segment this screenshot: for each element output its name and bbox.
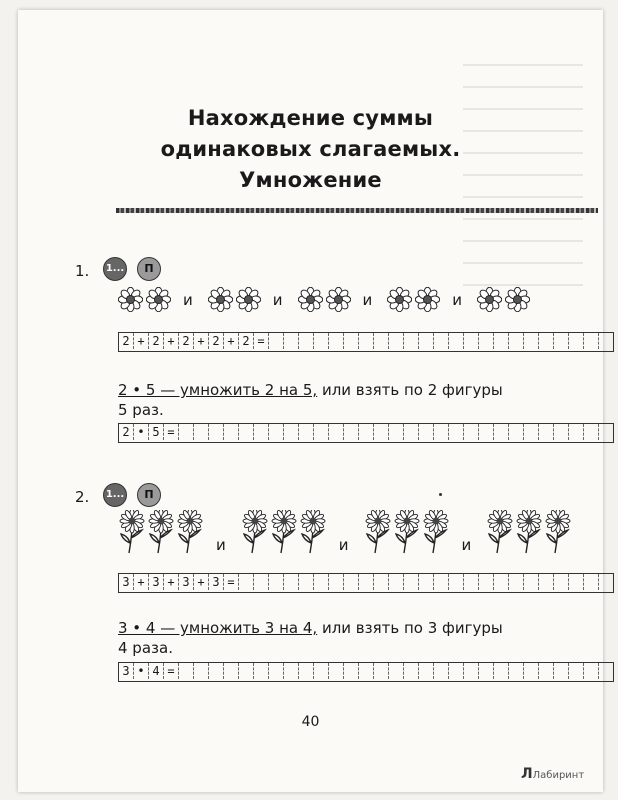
answer-cell[interactable] [389, 663, 404, 679]
answer-cell[interactable] [224, 424, 239, 440]
flower-group [364, 510, 450, 554]
answer-cell[interactable] [464, 333, 479, 349]
answer-cell[interactable] [464, 574, 479, 590]
title-line-1: Нахождение суммы [187, 106, 434, 130]
exercise-1-answer-cells[interactable] [118, 332, 614, 352]
answer-cell[interactable]: + [134, 574, 149, 590]
answer-cell[interactable] [509, 574, 524, 590]
answer-cell[interactable] [329, 424, 344, 440]
answer-cell[interactable] [284, 424, 299, 440]
flower-group [118, 510, 204, 554]
answer-cell[interactable]: 2 [149, 333, 164, 349]
answer-cell[interactable] [254, 424, 269, 440]
daisy-icon [241, 510, 269, 554]
answer-cell[interactable]: 5 [149, 424, 164, 440]
title-line-2: одинаковых слагаемых. [160, 137, 461, 161]
answer-cell[interactable] [434, 333, 449, 349]
answer-cell[interactable] [479, 663, 494, 679]
answer-cell[interactable] [329, 574, 344, 590]
answer-cell[interactable]: + [224, 333, 239, 349]
answer-cell[interactable] [524, 424, 539, 440]
answer-cell[interactable] [374, 663, 389, 679]
answer-cell[interactable] [419, 574, 434, 590]
exercise-2-answer2-cells[interactable] [118, 662, 614, 682]
answer-cell[interactable] [584, 424, 599, 440]
watermark-text: Лабиринт [532, 770, 585, 781]
answer-cell[interactable] [194, 663, 209, 679]
exercise-1-number: 1. [75, 262, 90, 280]
answer-cell[interactable]: 2 [119, 424, 134, 440]
answer-cell[interactable] [314, 424, 329, 440]
answer-cell[interactable] [599, 424, 613, 440]
exercise-2-answer-cells[interactable] [118, 573, 614, 593]
answer-cell[interactable]: 3 [179, 574, 194, 590]
daisy-icon [422, 510, 450, 554]
answer-cell[interactable] [509, 424, 524, 440]
flower-group [486, 510, 572, 554]
answer-cell[interactable]: 3 [209, 574, 224, 590]
labirint-watermark: ЛЛабиринт [521, 766, 585, 782]
answer-cell[interactable] [299, 424, 314, 440]
stray-dot [439, 493, 442, 496]
answer-cell[interactable]: 2 [119, 333, 134, 349]
answer-cell[interactable] [239, 574, 254, 590]
exercise-1-rest: или взять по 2 фигуры [317, 381, 503, 399]
flower-group [241, 510, 327, 554]
exercise-1-level-icon: 1... [103, 257, 127, 281]
answer-cell[interactable] [209, 424, 224, 440]
answer-cell[interactable] [299, 663, 314, 679]
answer-cell[interactable] [179, 663, 194, 679]
daisy-icon [393, 510, 421, 554]
answer-cell[interactable] [374, 424, 389, 440]
answer-cell[interactable] [299, 574, 314, 590]
answer-cell[interactable] [359, 663, 374, 679]
answer-cell[interactable] [284, 333, 299, 349]
answer-cell[interactable] [224, 663, 239, 679]
daisy-icon [118, 510, 146, 554]
answer-cell[interactable]: + [194, 574, 209, 590]
answer-cell[interactable] [464, 663, 479, 679]
answer-cell[interactable] [314, 333, 329, 349]
answer-cell[interactable] [314, 574, 329, 590]
exercise-1-line-2: 5 раз. [118, 401, 164, 419]
answer-cell[interactable] [569, 333, 584, 349]
flower-icon [118, 287, 143, 312]
answer-cell[interactable] [284, 663, 299, 679]
flower-icon [236, 287, 261, 312]
answer-cell[interactable]: + [134, 333, 149, 349]
answer-cell[interactable] [479, 574, 494, 590]
exercise-2-text [118, 618, 503, 658]
daisy-icon [270, 510, 298, 554]
exercise-2-expression: 3 • 4 — умножить 3 на 4, [118, 619, 318, 637]
answer-cell[interactable] [404, 574, 419, 590]
answer-cell[interactable] [374, 574, 389, 590]
answer-cell[interactable] [389, 424, 404, 440]
flower-icon [326, 287, 351, 312]
answer-cell[interactable]: 3 [119, 574, 134, 590]
answer-cell[interactable] [569, 424, 584, 440]
and-separator: и [362, 290, 373, 309]
answer-cell[interactable] [554, 333, 569, 349]
daisy-icon [364, 510, 392, 554]
answer-cell[interactable] [359, 333, 374, 349]
answer-cell[interactable] [524, 574, 539, 590]
answer-cell[interactable] [449, 424, 464, 440]
answer-cell[interactable] [494, 333, 509, 349]
answer-cell[interactable] [554, 663, 569, 679]
answer-cell[interactable] [569, 663, 584, 679]
daisy-icon [515, 510, 543, 554]
answer-cell[interactable] [539, 574, 554, 590]
answer-cell[interactable] [584, 333, 599, 349]
daisy-icon [299, 510, 327, 554]
answer-cell[interactable] [419, 424, 434, 440]
daisy-icon [544, 510, 572, 554]
flower-group [298, 287, 351, 312]
answer-cell[interactable] [419, 333, 434, 349]
exercise-2-level-icon: 1... [103, 483, 127, 507]
answer-cell[interactable] [404, 663, 419, 679]
answer-cell[interactable] [449, 663, 464, 679]
answer-cell[interactable] [434, 424, 449, 440]
answer-cell[interactable] [389, 333, 404, 349]
title-line-3: Умножение [239, 168, 382, 192]
answer-cell[interactable]: + [164, 333, 179, 349]
and-separator: и [272, 290, 283, 309]
flower-group [208, 287, 261, 312]
flower-icon [387, 287, 412, 312]
answer-cell[interactable] [254, 574, 269, 590]
answer-cell[interactable] [179, 424, 194, 440]
answer-cell[interactable] [479, 333, 494, 349]
exercise-2-p-icon: П [137, 483, 161, 507]
flower-icon [146, 287, 171, 312]
flower-group [118, 287, 171, 312]
answer-cell[interactable] [359, 424, 374, 440]
answer-cell[interactable] [404, 333, 419, 349]
answer-cell[interactable]: • [134, 424, 149, 440]
exercise-2-rest: или взять по 3 фигуры [317, 619, 503, 637]
answer-cell[interactable]: 4 [149, 663, 164, 679]
answer-cell[interactable] [524, 333, 539, 349]
page-number: 40 [301, 714, 320, 730]
daisy-icon [176, 510, 204, 554]
answer-cell[interactable]: = [164, 663, 179, 679]
flower-icon [505, 287, 530, 312]
exercise-2-line-2: 4 раза. [118, 639, 173, 657]
answer-cell[interactable]: • [134, 663, 149, 679]
answer-cell[interactable]: + [194, 333, 209, 349]
answer-cell[interactable] [554, 424, 569, 440]
and-separator: и [338, 536, 349, 554]
answer-cell[interactable] [344, 333, 359, 349]
answer-cell[interactable]: = [254, 333, 269, 349]
answer-cell[interactable] [539, 333, 554, 349]
answer-cell[interactable] [434, 663, 449, 679]
answer-cell[interactable]: = [164, 424, 179, 440]
answer-cell[interactable] [269, 424, 284, 440]
answer-cell[interactable] [464, 424, 479, 440]
exercise-1-text [118, 380, 503, 420]
answer-cell[interactable] [599, 333, 613, 349]
answer-cell[interactable] [494, 424, 509, 440]
answer-cell[interactable] [359, 574, 374, 590]
answer-cell[interactable] [524, 663, 539, 679]
answer-cell[interactable] [404, 424, 419, 440]
answer-cell[interactable] [509, 663, 524, 679]
answer-cell[interactable]: = [224, 574, 239, 590]
title-divider [116, 208, 598, 213]
answer-cell[interactable] [509, 333, 524, 349]
answer-cell[interactable] [449, 333, 464, 349]
flower-icon [415, 287, 440, 312]
answer-cell[interactable] [284, 574, 299, 590]
answer-cell[interactable] [539, 663, 554, 679]
answer-cell[interactable] [374, 333, 389, 349]
answer-cell[interactable] [584, 574, 599, 590]
flower-icon [208, 287, 233, 312]
answer-cell[interactable] [599, 574, 613, 590]
answer-cell[interactable]: 2 [239, 333, 254, 349]
answer-cell[interactable] [299, 333, 314, 349]
and-separator: и [183, 290, 193, 309]
and-separator: и [461, 536, 472, 554]
and-separator: и [216, 536, 226, 554]
answer-cell[interactable] [539, 424, 554, 440]
answer-cell[interactable]: 2 [179, 333, 194, 349]
answer-cell[interactable] [329, 333, 344, 349]
answer-cell[interactable]: 2 [209, 333, 224, 349]
answer-cell[interactable]: + [164, 574, 179, 590]
answer-cell[interactable] [239, 424, 254, 440]
answer-cell[interactable] [584, 663, 599, 679]
flower-icon [477, 287, 502, 312]
flower-icon [298, 287, 323, 312]
and-separator: и [452, 290, 462, 309]
answer-cell[interactable] [449, 574, 464, 590]
exercise-2-number: 2. [75, 488, 90, 506]
answer-cell[interactable] [344, 663, 359, 679]
answer-cell[interactable]: 3 [119, 663, 134, 679]
exercise-2-flower-groups [118, 510, 572, 554]
answer-cell[interactable] [599, 663, 613, 679]
answer-cell[interactable] [569, 574, 584, 590]
page-title [18, 103, 603, 196]
daisy-icon [486, 510, 514, 554]
answer-cell[interactable] [434, 574, 449, 590]
answer-cell[interactable] [419, 663, 434, 679]
answer-cell[interactable] [254, 663, 269, 679]
flower-group [477, 287, 530, 312]
exercise-1-flower-groups [118, 287, 530, 312]
daisy-icon [147, 510, 175, 554]
exercise-1-answer2-cells[interactable] [118, 423, 614, 443]
answer-cell[interactable] [194, 424, 209, 440]
answer-cell[interactable] [314, 663, 329, 679]
answer-cell[interactable] [209, 663, 224, 679]
answer-cell[interactable] [269, 574, 284, 590]
flower-group [387, 287, 440, 312]
workbook-page [18, 10, 603, 792]
answer-cell[interactable] [344, 424, 359, 440]
answer-cell[interactable] [389, 574, 404, 590]
answer-cell[interactable] [329, 663, 344, 679]
answer-cell[interactable] [269, 663, 284, 679]
answer-cell[interactable] [479, 424, 494, 440]
answer-cell[interactable] [554, 574, 569, 590]
answer-cell[interactable]: 3 [149, 574, 164, 590]
answer-cell[interactable] [494, 663, 509, 679]
answer-cell[interactable] [494, 574, 509, 590]
answer-cell[interactable] [239, 663, 254, 679]
exercise-1-p-icon: П [137, 257, 161, 281]
exercise-1-expression: 2 • 5 — умножить 2 на 5, [118, 381, 318, 399]
answer-cell[interactable] [269, 333, 284, 349]
answer-cell[interactable] [344, 574, 359, 590]
